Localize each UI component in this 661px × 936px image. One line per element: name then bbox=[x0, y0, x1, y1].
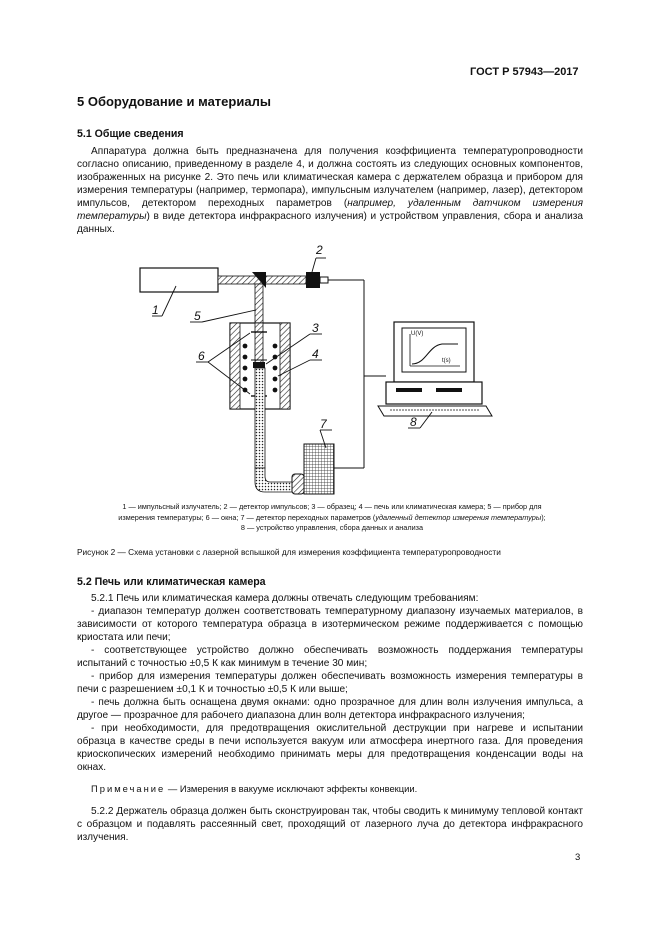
laser-beam-vertical bbox=[255, 284, 263, 324]
figure-caption: Рисунок 2 — Схема установки с лазерной вспышкой для измерения коэффициента температуропроводности bbox=[77, 547, 501, 557]
requirement-item: - печь должна быть оснащена двумя окнами: одно прозрачное для длин волн излучения импульса, а другое — прозрачное для рабочего диапазона длин волн детектора инфракрасного излучения; bbox=[77, 697, 583, 721]
section-title: 5 Оборудование и материалы bbox=[77, 94, 271, 109]
note-text: — Измерения в вакууме исключают эффекты конвекции. bbox=[165, 783, 418, 794]
requirement-item: - прибор для измерения температуры должен обеспечивать возможность измерения температуры в печи с разрешением ±0,1 К и точностью ±0,5 К или выше; bbox=[77, 671, 583, 695]
callout-2: 2 bbox=[316, 243, 323, 257]
standard-number: ГОСТ Р 57943—2017 bbox=[470, 66, 579, 78]
callout-1: 1 bbox=[152, 303, 159, 317]
page-number: 3 bbox=[575, 852, 581, 863]
figure-legend bbox=[58, 502, 606, 534]
section-5-2-body bbox=[77, 592, 583, 844]
paragraph-5-1 bbox=[77, 145, 583, 236]
note bbox=[77, 782, 583, 795]
legend-line-2-end: ); bbox=[541, 512, 546, 522]
legend-line-2: измерения температуры; 6 — окна; 7 — детектор переходных параметров ( bbox=[118, 512, 376, 522]
sample-shape bbox=[253, 362, 265, 368]
paragraph-5-1-end: ) в виде детектора инфракрасного излучения) и устройством управления, сбора и анализа данных. bbox=[77, 211, 583, 235]
transient-detector-shape bbox=[304, 444, 334, 494]
paragraph-5-1-italic: например, удаленным датчиком измерения температуры bbox=[77, 198, 583, 222]
requirement-item: - при необходимости, для предотвращения окислительной деструкции при нагреве и испытании образца в качестве среды в печи используется вакуум или атмосфера инертного газа. Для проведения криоскопических измерений необходимо принимать меры для предотвращения конденсации воды на окнах. bbox=[77, 723, 583, 773]
requirement-item: - соответствующее устройство должно обеспечивать возможность поддержания температуры испытаний с точностью ±0,5 К как минимум в течение 30 мин; bbox=[77, 645, 583, 669]
callout-5: 5 bbox=[194, 309, 201, 323]
legend-line-1: 1 — импульсный излучатель; 2 — детектор импульсов; 3 — образец; 4 — печь или климатическая камера; 5 — прибор для bbox=[122, 502, 542, 511]
pulse-detector-shape bbox=[306, 272, 320, 288]
callout-6: 6 bbox=[198, 349, 205, 363]
monitor-y-label: U(V) bbox=[411, 331, 424, 337]
ir-path bbox=[255, 368, 265, 468]
subsection-5-2-title: 5.2 Печь или климатическая камера bbox=[77, 576, 266, 588]
legend-line-3: 8 — устройство управления, сбора данных и анализа bbox=[240, 523, 424, 533]
paragraph-5-1-text: Аппаратура должна быть предназначена для получения коэффициента температуропроводности согласно описанию, приведенному в разделе 4, и должна состоять из следующих основных компонентов, изображенных на рисунке 2. Это печь или климатическая камера с держателем образца и прибором для измерения температуры (например, термопара), импульсным излучателем (например, лазер), детектором импульсов, детектором переходных параметров ( bbox=[77, 146, 583, 209]
figure-2-diagram bbox=[120, 236, 500, 498]
note-label: Примечание bbox=[91, 783, 166, 794]
callout-8: 8 bbox=[410, 415, 417, 429]
callout-7: 7 bbox=[320, 417, 327, 431]
pulse-emitter-shape bbox=[140, 268, 218, 292]
computer-shape bbox=[378, 322, 492, 416]
monitor-x-label: t(s) bbox=[442, 358, 451, 364]
callout-4: 4 bbox=[312, 347, 319, 361]
callout-3: 3 bbox=[312, 321, 319, 335]
requirement-item: - диапазон температур должен соответствовать температурному диапазону изучаемых материалов, в зависимости от которого температура образца в изотермическом режиме поддерживается с помощью криостата или печи; bbox=[77, 606, 583, 643]
paragraph-5-2-1: 5.2.1 Печь или климатическая камера должны отвечать следующим требованиям: bbox=[91, 593, 479, 604]
subsection-5-1-title: 5.1 Общие сведения bbox=[77, 128, 184, 140]
paragraph-5-2-2: 5.2.2 Держатель образца должен быть сконструирован так, чтобы сводить к минимуму тепловой контакт с образцом и подавлять рассеянный свет, проходящий от лазерного луча до детектора инфракрасного излучения. bbox=[77, 806, 583, 843]
legend-line-2-italic: удаленный детектор измерения температуры bbox=[375, 512, 542, 522]
